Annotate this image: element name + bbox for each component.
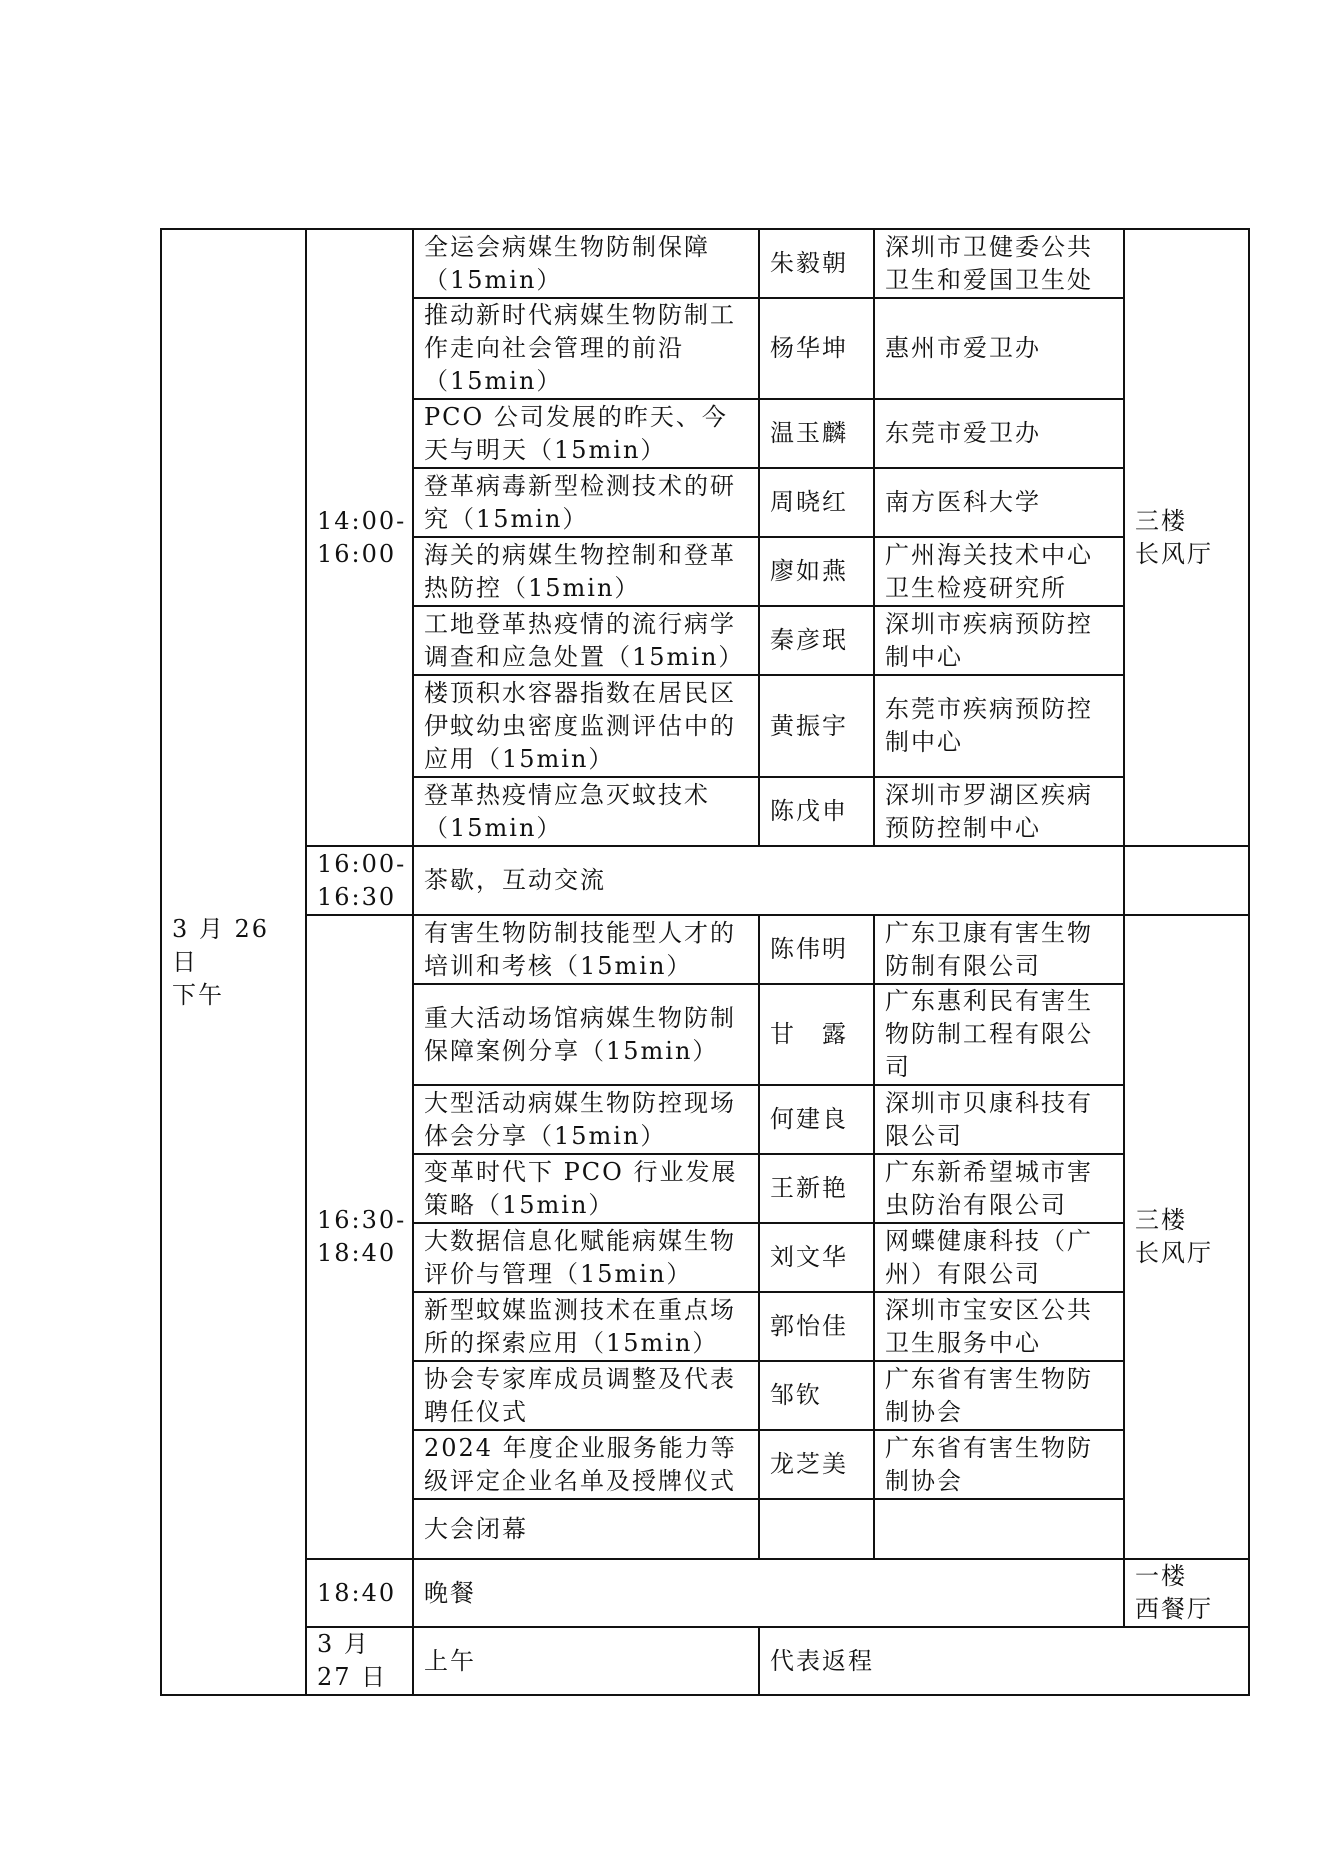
org-cell: 东莞市爱卫办: [874, 399, 1124, 468]
table-row: [161, 1627, 1249, 1695]
speaker-cell: 廖如燕: [759, 537, 874, 606]
org-cell: 广东省有害生物防制协会: [874, 1430, 1124, 1499]
table-row: [161, 915, 1249, 984]
speaker-cell: 何建良: [759, 1085, 874, 1154]
org-cell: 南方医科大学: [874, 468, 1124, 537]
org-cell: 网蝶健康科技（广州）有限公司: [874, 1223, 1124, 1292]
speaker-cell: 郭怡佳: [759, 1292, 874, 1361]
topic-cell: 茶歇，互动交流: [413, 846, 1124, 915]
org-cell: 深圳市宝安区公共卫生服务中心: [874, 1292, 1124, 1361]
speaker-cell: 杨华坤: [759, 298, 874, 399]
topic-cell: 楼顶积水容器指数在居民区伊蚊幼虫密度监测评估中的应用（15min）: [413, 675, 759, 777]
speaker-cell: 王新艳: [759, 1154, 874, 1223]
org-cell: 广东卫康有害生物防制有限公司: [874, 915, 1124, 984]
table-row: [161, 229, 1249, 298]
topic-cell: 大数据信息化赋能病媒生物评价与管理（15min）: [413, 1223, 759, 1292]
topic-cell: PCO 公司发展的昨天、今天与明天（15min）: [413, 399, 759, 468]
speaker-cell: 温玉麟: [759, 399, 874, 468]
speaker-cell: 龙芝美: [759, 1430, 874, 1499]
speaker-cell: 秦彦珉: [759, 606, 874, 675]
table-row: [161, 846, 1249, 915]
org-cell: 广东惠利民有害生物防制工程有限公司: [874, 984, 1124, 1085]
topic-cell: 大会闭幕: [413, 1499, 759, 1559]
org-cell: 东莞市疾病预防控制中心: [874, 675, 1124, 777]
topic-cell: 推动新时代病媒生物防制工作走向社会管理的前沿（15min）: [413, 298, 759, 399]
org-cell: 深圳市罗湖区疾病预防控制中心: [874, 777, 1124, 846]
topic-cell: 登革病毒新型检测技术的研究（15min）: [413, 468, 759, 537]
org-cell: 广州海关技术中心卫生检疫研究所: [874, 537, 1124, 606]
org-cell: [874, 1499, 1124, 1559]
org-cell: 深圳市贝康科技有限公司: [874, 1085, 1124, 1154]
topic-cell: 全运会病媒生物防制保障（15min）: [413, 229, 759, 298]
time-cell: 上午: [413, 1627, 759, 1695]
topic-cell: 新型蚊媒监测技术在重点场所的探索应用（15min）: [413, 1292, 759, 1361]
topic-cell: 大型活动病媒生物防控现场体会分享（15min）: [413, 1085, 759, 1154]
time-cell: 18:40: [306, 1559, 413, 1627]
venue-cell: 三楼 长风厅: [1124, 229, 1249, 846]
date-cell: 3 月 27 日: [306, 1627, 413, 1695]
venue-cell: [1124, 846, 1249, 915]
schedule-table: [160, 228, 1250, 1696]
speaker-cell: 朱毅朝: [759, 229, 874, 298]
topic-cell: 工地登革热疫情的流行病学调查和应急处置（15min）: [413, 606, 759, 675]
topic-cell: 有害生物防制技能型人才的培训和考核（15min）: [413, 915, 759, 984]
topic-cell: 海关的病媒生物控制和登革热防控（15min）: [413, 537, 759, 606]
speaker-cell: 周晓红: [759, 468, 874, 537]
speaker-cell: 邹钦: [759, 1361, 874, 1430]
org-cell: 惠州市爱卫办: [874, 298, 1124, 399]
org-cell: 深圳市疾病预防控制中心: [874, 606, 1124, 675]
schedule-body: [161, 229, 1249, 1695]
speaker-cell: 刘文华: [759, 1223, 874, 1292]
topic-cell: 登革热疫情应急灭蚊技术（15min）: [413, 777, 759, 846]
org-cell: 广东新希望城市害虫防治有限公司: [874, 1154, 1124, 1223]
time-cell: 14:00-16:00: [306, 229, 413, 846]
topic-cell: 2024 年度企业服务能力等级评定企业名单及授牌仪式: [413, 1430, 759, 1499]
time-cell: 16:00-16:30: [306, 846, 413, 915]
topic-cell: 晚餐: [413, 1559, 1124, 1627]
speaker-cell: 陈戊申: [759, 777, 874, 846]
topic-cell: 代表返程: [759, 1627, 1249, 1695]
org-cell: 深圳市卫健委公共卫生和爱国卫生处: [874, 229, 1124, 298]
topic-cell: 重大活动场馆病媒生物防制保障案例分享（15min）: [413, 984, 759, 1085]
topic-cell: 变革时代下 PCO 行业发展策略（15min）: [413, 1154, 759, 1223]
speaker-cell: [759, 1499, 874, 1559]
speaker-cell: 黄振宇: [759, 675, 874, 777]
date-cell: 3 月 26 日 下午: [161, 229, 306, 1695]
table-row: [161, 1559, 1249, 1627]
speaker-cell: 陈伟明: [759, 915, 874, 984]
speaker-cell: 甘 露: [759, 984, 874, 1085]
venue-cell: 三楼 长风厅: [1124, 915, 1249, 1559]
org-cell: 广东省有害生物防制协会: [874, 1361, 1124, 1430]
venue-cell: 一楼 西餐厅: [1124, 1559, 1249, 1627]
time-cell: 16:30-18:40: [306, 915, 413, 1559]
topic-cell: 协会专家库成员调整及代表聘任仪式: [413, 1361, 759, 1430]
